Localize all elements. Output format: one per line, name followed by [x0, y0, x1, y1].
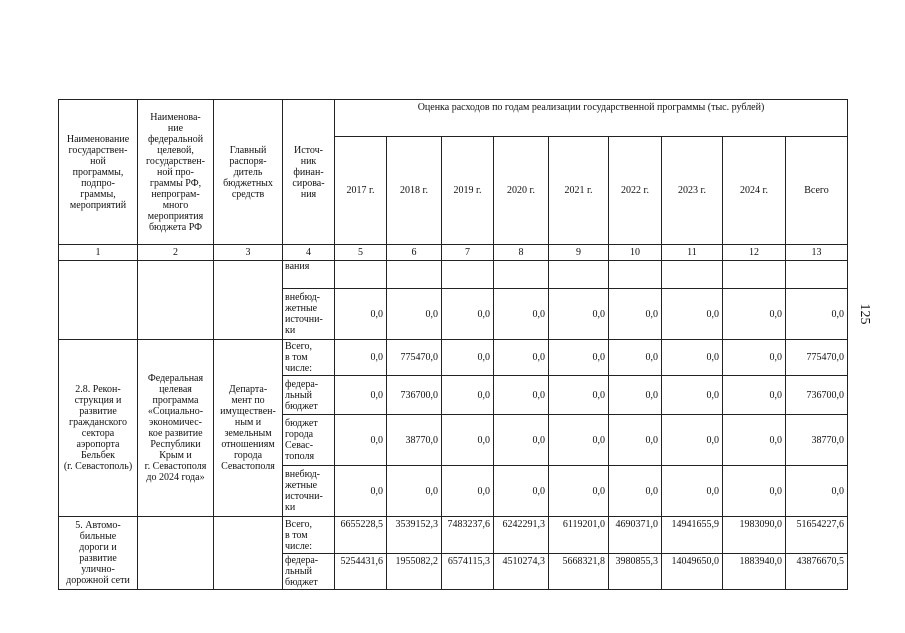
- value-cell: 0,0: [662, 289, 723, 340]
- year-2017: 2017 г.: [335, 137, 387, 245]
- value-cell: 0,0: [335, 376, 387, 415]
- value-cell: 0,0: [549, 340, 609, 376]
- value-cell: 0,0: [723, 340, 786, 376]
- source-cell: федера- льный бюджет: [283, 554, 335, 590]
- empty-cell: [59, 261, 138, 340]
- value-cell: 5668321,8: [549, 554, 609, 590]
- value-cell: 0,0: [549, 415, 609, 466]
- value-cell: 0,0: [442, 376, 494, 415]
- value-cell: 0,0: [549, 376, 609, 415]
- value-cell: 0,0: [609, 415, 662, 466]
- value-cell: 0,0: [723, 376, 786, 415]
- value-cell: 0,0: [609, 340, 662, 376]
- column-number: 12: [723, 245, 786, 261]
- value-cell: 0,0: [494, 466, 549, 517]
- value-cell: [442, 261, 494, 289]
- source-cell: бюджет города Севас- тополя: [283, 415, 335, 466]
- header-col-program: Наименова- ние федеральной целевой, государствен- ной про- граммы РФ, непрограм- много мероприятия бюджета РФ: [138, 100, 214, 245]
- value-cell: 4690371,0: [609, 517, 662, 554]
- year-2021: 2021 г.: [549, 137, 609, 245]
- table-row: [59, 517, 848, 554]
- value-cell: 0,0: [387, 466, 442, 517]
- value-cell: 0,0: [442, 289, 494, 340]
- year-2019: 2019 г.: [442, 137, 494, 245]
- value-cell: 0,0: [494, 415, 549, 466]
- column-number: 5: [335, 245, 387, 261]
- value-cell: 4510274,3: [494, 554, 549, 590]
- federal-program-name: Федеральная целевая программа «Социально- экономичес- кое развитие Республики Крым и г. Севастополя до 2024 года»: [138, 340, 214, 517]
- column-number: 13: [786, 245, 848, 261]
- value-cell: 736700,0: [786, 376, 848, 415]
- value-cell: 0,0: [723, 415, 786, 466]
- budget-table: [58, 99, 848, 590]
- column-number: 10: [609, 245, 662, 261]
- value-cell: 0,0: [387, 289, 442, 340]
- column-numbers-row: [59, 245, 848, 261]
- value-cell: 14049650,0: [662, 554, 723, 590]
- value-cell: 1883940,0: [723, 554, 786, 590]
- value-cell: [494, 261, 549, 289]
- year-2018: 2018 г.: [387, 137, 442, 245]
- value-cell: 3539152,3: [387, 517, 442, 554]
- empty-cell: [214, 261, 283, 340]
- source-cell: вания: [283, 261, 335, 289]
- column-number: 6: [387, 245, 442, 261]
- header-col-source: Источ- ник финан- сирова- ния: [283, 100, 335, 245]
- header-col-name: Наименование государствен- ной программы, подпро- граммы, мероприятий: [59, 100, 138, 245]
- year-total: Всего: [786, 137, 848, 245]
- column-number: 9: [549, 245, 609, 261]
- value-cell: 0,0: [662, 466, 723, 517]
- empty-cell: [214, 517, 283, 590]
- value-cell: 3980855,3: [609, 554, 662, 590]
- value-cell: 0,0: [549, 289, 609, 340]
- measure-name: 2.8. Рекон- струкция и развитие гражданского сектора аэропорта Бельбек (г. Севастополь): [59, 340, 138, 517]
- source-cell: Всего, в том числе:: [283, 517, 335, 554]
- value-cell: [786, 261, 848, 289]
- value-cell: 775470,0: [786, 340, 848, 376]
- value-cell: 7483237,6: [442, 517, 494, 554]
- value-cell: 775470,0: [387, 340, 442, 376]
- value-cell: 736700,0: [387, 376, 442, 415]
- value-cell: 51654227,6: [786, 517, 848, 554]
- page-number: 125: [857, 303, 872, 325]
- value-cell: 0,0: [549, 466, 609, 517]
- value-cell: 0,0: [609, 466, 662, 517]
- table-row: [59, 340, 848, 376]
- value-cell: 38770,0: [786, 415, 848, 466]
- value-cell: 0,0: [609, 376, 662, 415]
- header-group-title: Оценка расходов по годам реализации государственной программы (тыс. рублей): [335, 100, 848, 137]
- column-number: 8: [494, 245, 549, 261]
- value-cell: 0,0: [442, 340, 494, 376]
- column-number: 2: [138, 245, 214, 261]
- value-cell: [549, 261, 609, 289]
- value-cell: [609, 261, 662, 289]
- value-cell: 1983090,0: [723, 517, 786, 554]
- value-cell: [335, 261, 387, 289]
- value-cell: 0,0: [335, 289, 387, 340]
- value-cell: 0,0: [723, 289, 786, 340]
- value-cell: 0,0: [335, 415, 387, 466]
- year-2020: 2020 г.: [494, 137, 549, 245]
- value-cell: 0,0: [662, 376, 723, 415]
- value-cell: 0,0: [335, 340, 387, 376]
- header-col-manager: Главный распоря- дитель бюджетных средств: [214, 100, 283, 245]
- value-cell: 5254431,6: [335, 554, 387, 590]
- value-cell: 0,0: [786, 466, 848, 517]
- value-cell: 14941655,9: [662, 517, 723, 554]
- column-number: 1: [59, 245, 138, 261]
- table-row: [59, 261, 848, 289]
- value-cell: 0,0: [494, 340, 549, 376]
- source-cell: внебюд- жетные источни- ки: [283, 466, 335, 517]
- source-cell: федера- льный бюджет: [283, 376, 335, 415]
- value-cell: 38770,0: [387, 415, 442, 466]
- value-cell: [723, 261, 786, 289]
- value-cell: 0,0: [609, 289, 662, 340]
- value-cell: 0,0: [494, 289, 549, 340]
- value-cell: 6119201,0: [549, 517, 609, 554]
- value-cell: 0,0: [786, 289, 848, 340]
- value-cell: 0,0: [442, 466, 494, 517]
- value-cell: 0,0: [662, 340, 723, 376]
- column-number: 7: [442, 245, 494, 261]
- year-2023: 2023 г.: [662, 137, 723, 245]
- column-number: 3: [214, 245, 283, 261]
- year-2024: 2024 г.: [723, 137, 786, 245]
- budget-manager: Департа- мент по имуществен- ным и земельным отношениям города Севастополя: [214, 340, 283, 517]
- value-cell: 0,0: [335, 466, 387, 517]
- value-cell: 0,0: [723, 466, 786, 517]
- year-2022: 2022 г.: [609, 137, 662, 245]
- value-cell: [387, 261, 442, 289]
- empty-cell: [138, 517, 214, 590]
- value-cell: 0,0: [442, 415, 494, 466]
- subprogram-name: 5. Автомо- бильные дороги и развитие улично- дорожной сети: [59, 517, 138, 590]
- source-cell: Всего, в том числе:: [283, 340, 335, 376]
- empty-cell: [138, 261, 214, 340]
- value-cell: [662, 261, 723, 289]
- column-number: 4: [283, 245, 335, 261]
- value-cell: 43876670,5: [786, 554, 848, 590]
- value-cell: 6242291,3: [494, 517, 549, 554]
- source-cell: внебюд- жетные источни- ки: [283, 289, 335, 340]
- column-number: 11: [662, 245, 723, 261]
- value-cell: 0,0: [494, 376, 549, 415]
- value-cell: 6655228,5: [335, 517, 387, 554]
- value-cell: 0,0: [662, 415, 723, 466]
- value-cell: 6574115,3: [442, 554, 494, 590]
- value-cell: 1955082,2: [387, 554, 442, 590]
